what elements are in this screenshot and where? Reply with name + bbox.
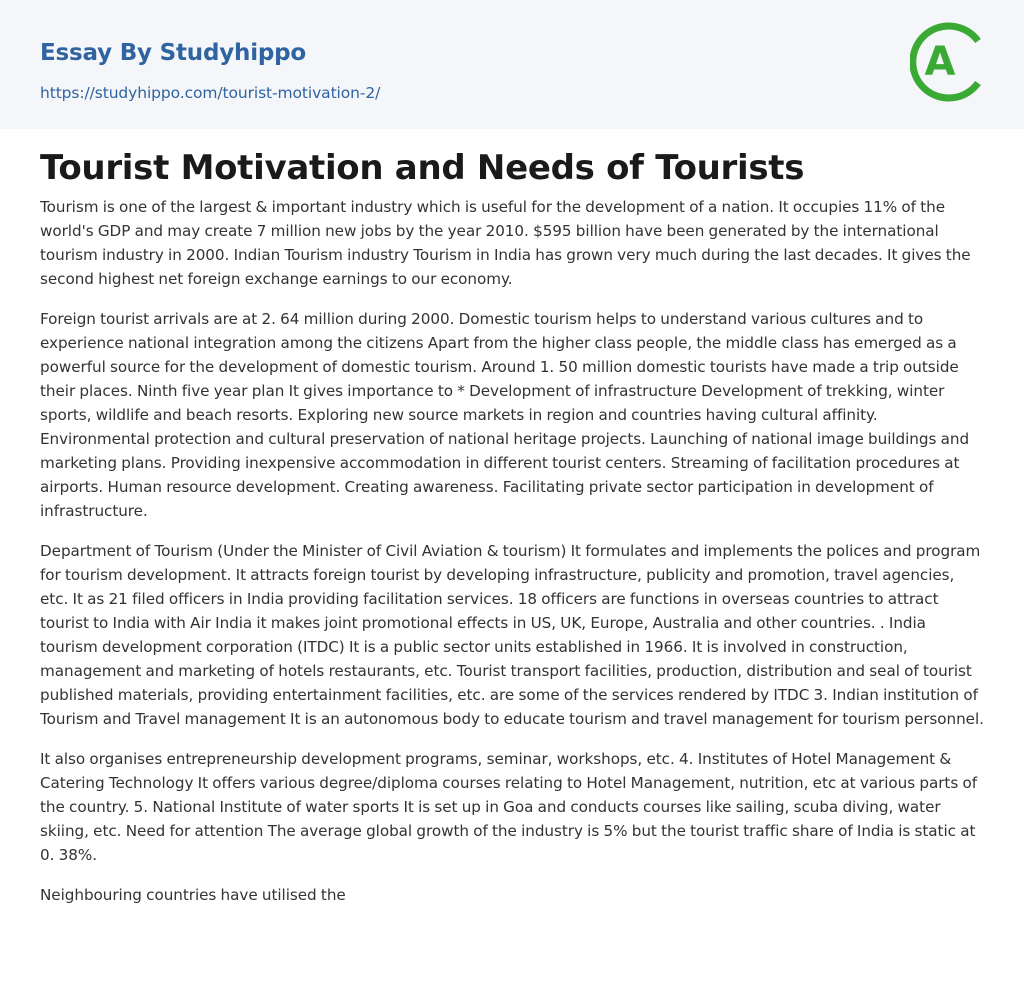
article-paragraph-5: Neighbouring countries have utilised the <box>40 886 346 904</box>
studyhippo-logo-icon[interactable] <box>910 18 986 106</box>
article-paragraph-2: Foreign tourist arrivals are at 2. 64 million during 2000. Domestic tourism helps to understand various cultures and to experience national integration among the citizens Apart from the higher class people, the middle class has emerged as a powerful source for the development of domestic tourism. Around 1. 50 million domestic tourists have made a trip outside their places. Ninth five year plan It gives importance to * Development of infrastructure Development of trekking, winter sports, wildlife and beach resorts. Exploring new source markets in region and countries having cultural affinity. Environmental protection and cultural preservation of national heritage projects. Launching of national image buildings and marketing plans. Providing inexpensive accommodation in different tourist centers. Streaming of facilitation procedures at airports. Human resource development. Creating awareness. Facilitating private sector participation in development of infrastructure. <box>40 310 970 520</box>
article-paragraph-1: Tourism is one of the largest & important industry which is useful for the development of a nation. It occupies 11% of the world's GDP and may create 7 million new jobs by the year 2010. $595 billion have been generated by the international tourism industry in 2000. Indian Tourism industry Tourism in India has grown very much during the last decades. It gives the second highest net foreign exchange earnings to our economy. <box>40 198 971 288</box>
article-paragraph-3: Department of Tourism (Under the Minister of Civil Aviation & tourism) It formulates and implements the polices and program for tourism development. It attracts foreign tourist by developing infrastructure, publicity and promotion, travel agencies, etc. It as 21 filed officers in India providing facilitation services. 18 officers are functions in overseas countries to attract tourist to India with Air India it makes joint promotional effects in US, UK, Europe, Australia and other countries. . India tourism development corporation (ITDC) It is a public sector units established in 1966. It is involved in construction, management and marketing of hotels restaurants, etc. Tourist transport facilities, production, distribution and seal of tourist published materials, providing entertainment facilities, etc. are some of the services rendered by ITDC 3. Indian institution of Tourism and Travel management It is an autonomous body to educate tourism and travel management for tourism personnel. <box>40 542 984 728</box>
site-title[interactable]: Essay By Studyhippo <box>40 40 307 66</box>
article-paragraph-4: It also organises entrepreneurship development programs, seminar, workshops, etc. 4. Institutes of Hotel Management & Catering Technology It offers various degree/diploma courses relating to Hotel Management, nutrition, etc at various parts of the country. 5. National Institute of water sports It is set up in Goa and conducts courses like sailing, scuba diving, water skiing, etc. Need for attention The average global growth of the industry is 5% but the tourist traffic share of India is static at 0. 38%. <box>40 750 978 864</box>
article <box>0 129 1024 907</box>
site-header <box>0 0 1024 129</box>
logo-letter: A <box>924 39 956 85</box>
page-url-link[interactable]: https://studyhippo.com/tourist-motivation-2/ <box>40 84 381 102</box>
article-title: Tourist Motivation and Needs of Tourists <box>40 148 805 188</box>
